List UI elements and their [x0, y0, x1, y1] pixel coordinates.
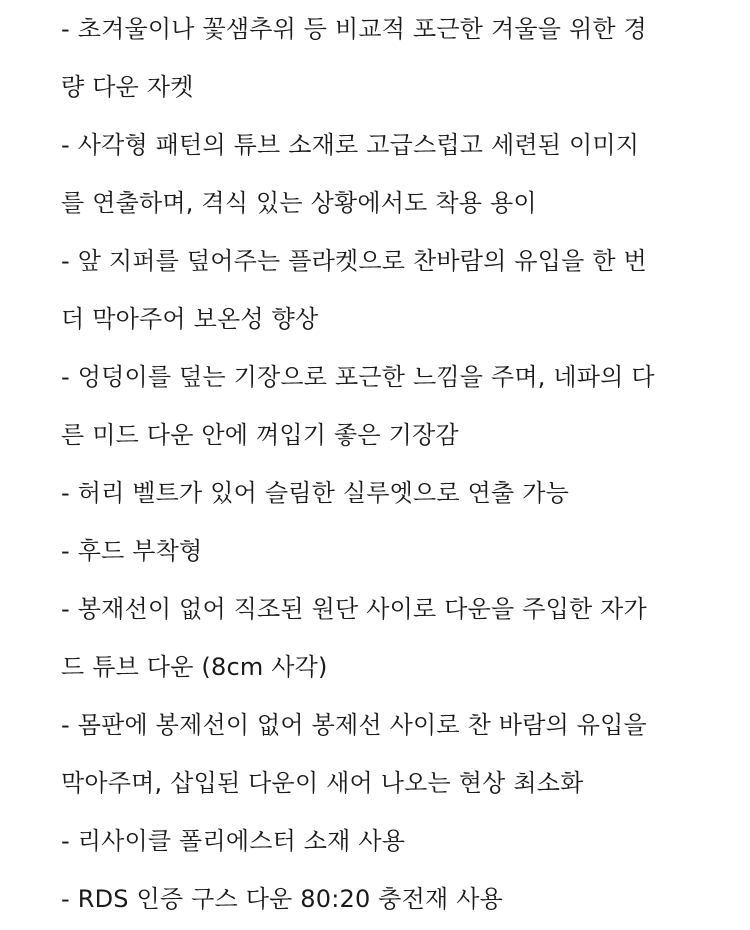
description-line: - 봉재선이 없어 직조된 원단 사이로 다운을 주입한 자가	[61, 595, 647, 623]
product-description	[61, 0, 701, 928]
description-line: - 몸판에 봉제선이 없어 봉제선 사이로 찬 바람의 유입을	[61, 711, 647, 739]
description-line: 막아주며, 삽입된 다운이 새어 나오는 현상 최소화	[61, 769, 584, 797]
description-line: 를 연출하며, 격식 있는 상황에서도 착용 용이	[61, 189, 537, 217]
description-line: - 초겨울이나 꽃샘추위 등 비교적 포근한 겨울을 위한 경	[61, 15, 647, 43]
description-line: 른 미드 다운 안에 껴입기 좋은 기장감	[61, 421, 459, 449]
description-line: - 리사이클 폴리에스터 소재 사용	[61, 827, 406, 855]
description-line: 드 튜브 다운 (8cm 사각)	[61, 653, 328, 681]
description-line: - 후드 부착형	[61, 537, 203, 565]
description-line: - 엉덩이를 덮는 기장으로 포근한 느낌을 주며, 네파의 다	[61, 363, 655, 391]
description-line: - 허리 벨트가 있어 슬림한 실루엣으로 연출 가능	[61, 479, 569, 507]
description-line: 더 막아주어 보온성 향상	[61, 305, 319, 333]
description-line: - RDS 인증 구스 다운 80:20 충전재 사용	[61, 885, 504, 913]
description-line: 량 다운 자켓	[61, 73, 194, 101]
description-line: - 사각형 패턴의 튜브 소재로 고급스럽고 세련된 이미지	[61, 131, 640, 159]
description-line: - 앞 지퍼를 덮어주는 플라켓으로 찬바람의 유입을 한 번	[61, 247, 647, 275]
